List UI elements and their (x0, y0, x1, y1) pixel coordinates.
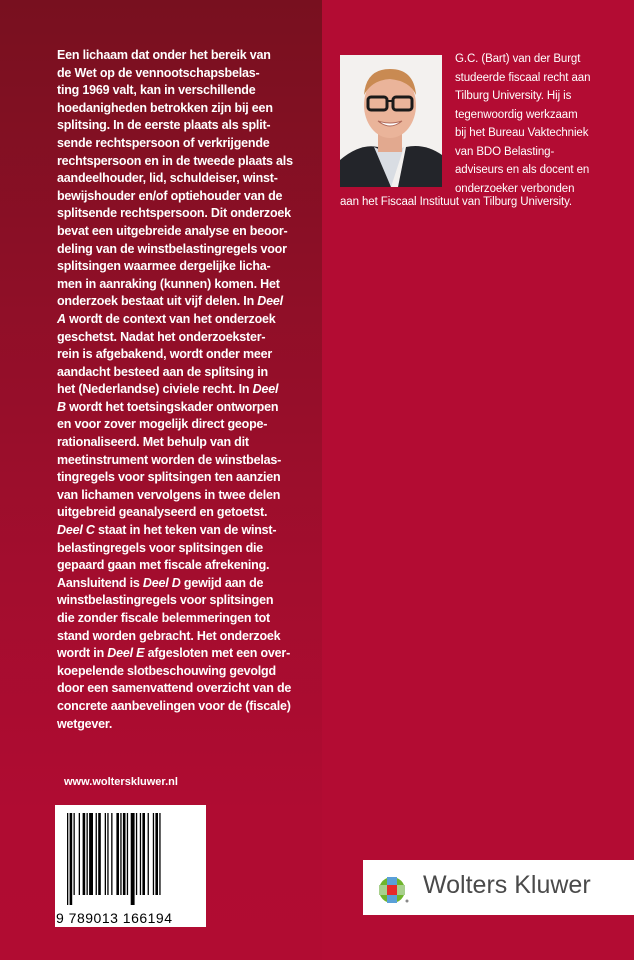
barcode-bar (96, 813, 97, 895)
blurb-line (57, 135, 332, 153)
blurb-segment: stand worden gebracht. Het onderzoek (57, 628, 281, 643)
barcode-bar (127, 813, 128, 895)
blurb-line (57, 100, 332, 118)
blurb-line (57, 645, 332, 663)
blurb-line (57, 47, 332, 65)
blurb-segment: wordt het toetsingskader ontworpen (65, 399, 279, 414)
blurb-segment: splitsing. In de eerste plaats als split- (57, 118, 271, 133)
bio-line: adviseurs en als docent en (455, 164, 590, 176)
blurb-line (57, 575, 332, 593)
blurb-line (57, 540, 332, 558)
blurb-segment: splitsende rechtspersoon. Dit onderzoek (57, 206, 291, 221)
blurb-line (57, 452, 332, 470)
blurb-segment: splitsingen waarmee dergelijke licha- (57, 259, 271, 274)
blurb-segment: wetgever. (57, 716, 113, 731)
blurb-line (57, 346, 332, 364)
blurb-line (57, 223, 332, 241)
blurb-line (57, 241, 332, 259)
blurb-segment: ting 1969 valt, kan in verschillende (57, 83, 256, 98)
blurb-segment: koepelende slotbeschouwing gevolgd (57, 663, 276, 678)
blurb-segment: deling van de winstbelastingregels voor (57, 241, 287, 256)
barcode-bar (87, 813, 88, 895)
barcode-bar (83, 813, 86, 895)
blurb-italic-segment: Deel C (57, 523, 95, 538)
blurb-line (57, 276, 332, 294)
blurb-text (57, 47, 332, 733)
author-photo (340, 55, 442, 187)
bio-line: G.C. (Bart) van der Burgt (455, 53, 581, 65)
blurb-line (57, 311, 332, 329)
blurb-segment: gewijd aan de (180, 575, 264, 590)
blurb-segment: tingregels voor splitsingen ten aanzien (57, 470, 281, 485)
blurb-segment: het (Nederlandse) civiele recht. In (57, 382, 253, 397)
blurb-line (57, 698, 332, 716)
blurb-italic-segment: Deel (257, 294, 283, 309)
barcode-bar (67, 813, 68, 905)
blurb-segment: wordt in (57, 646, 108, 661)
blurb-segment: aandacht besteed aan de splitsing in (57, 364, 268, 379)
blurb-line (57, 557, 332, 575)
blurb-segment: meetinstrument worden de winstbelas- (57, 452, 282, 467)
blurb-line (57, 82, 332, 100)
blurb-segment: winstbelastingregels voor splitsingen (57, 593, 274, 608)
barcode-digits: 9 789013 166194 (56, 910, 173, 926)
blurb-segment: die zonder fiscale belemmeringen tot (57, 611, 270, 625)
barcode-bar (98, 813, 101, 895)
blurb-segment: en voor zover mogelijk direct geope- (57, 417, 268, 432)
barcode-bar (70, 813, 73, 905)
barcode-bar (140, 813, 141, 895)
barcode-bar (131, 813, 135, 905)
barcode-bar (155, 813, 158, 895)
blurb-segment: men in aanraking (kunnen) komen. Het (57, 276, 280, 291)
blurb-segment: bewijshouder en/of optiehouder van de (57, 188, 283, 203)
blurb-line (57, 487, 332, 505)
bio-line: studeerde fiscaal recht aan (455, 71, 591, 84)
barcode-bar (136, 813, 137, 895)
barcode-bar (148, 813, 149, 895)
wolters-kluwer-logo-icon (378, 876, 410, 904)
blurb-segment: Een lichaam dat onder het bereik van (57, 48, 271, 62)
blurb-line (57, 522, 332, 540)
blurb-segment: onderzoek bestaat uit vijf delen. In (57, 294, 258, 309)
blurb-segment: concrete aanbevelingen voor de (fiscale) (57, 698, 291, 713)
author-bio (455, 50, 590, 198)
isbn-barcode (55, 805, 206, 927)
bio-line: van BDO Belasting- (455, 145, 555, 158)
barcode-bar (120, 813, 121, 895)
blurb-line (57, 329, 332, 347)
bio-line: Tilburg University. Hij is (455, 90, 572, 102)
barcode-bar (123, 813, 126, 895)
barcode-bar (116, 813, 119, 895)
barcode-bar (107, 813, 108, 895)
blurb-line (57, 188, 332, 206)
blurb-segment: hoedanigheden betrokken zijn bij een (57, 100, 273, 115)
blurb-segment: rechtspersoon en in de tweede plaats als (57, 153, 293, 168)
barcode-bar (89, 813, 93, 895)
blurb-segment: door een samenvattend overzicht van de (57, 681, 292, 696)
blurb-line (57, 117, 332, 135)
blurb-line (57, 680, 332, 698)
barcode-bars (67, 813, 195, 905)
blurb-segment: bevat een uitgebreide analyse en beoor- (57, 223, 288, 238)
author-bio-last-line: aan het Fiscaal Instituut van Tilburg University. (340, 196, 573, 208)
blurb-line (57, 364, 332, 382)
publisher-logo (363, 860, 634, 915)
blurb-line (57, 258, 332, 276)
blurb-segment: de Wet op de vennootschapsbelas- (57, 65, 260, 80)
blurb-line (57, 592, 332, 610)
blurb-segment: aandeelhouder, lid, schuldeiser, winst- (57, 171, 278, 186)
blurb-italic-segment: Deel E (107, 646, 145, 661)
blurb-line (57, 399, 332, 417)
blurb-italic-segment: A (57, 311, 66, 326)
blurb-line (57, 469, 332, 487)
blurb-segment: sende rechtspersoon of verkrijgende (57, 135, 270, 150)
blurb-segment: rein is afgebakend, wordt onder meer (57, 347, 273, 362)
barcode-bar (142, 813, 145, 895)
blurb-italic-segment: Deel D (142, 575, 181, 590)
blurb-segment: belastingregels voor splitsingen die (57, 540, 264, 555)
blurb-italic-segment: B (57, 399, 66, 414)
bio-line: tegenwoordig werkzaam (455, 108, 578, 121)
barcode-bar (105, 813, 106, 895)
blurb-segment: gepaard gaan met fiscale afrekening. (57, 558, 270, 573)
blurb-segment: Aansluitend is (57, 575, 143, 590)
blurb-line (57, 170, 332, 188)
blurb-line (57, 293, 332, 311)
barcode-bar (79, 813, 80, 895)
blurb-segment: van lichamen vervolgens in twee delen (57, 487, 281, 502)
blurb-line (57, 153, 332, 171)
bio-line: onderzoeker verbonden (455, 182, 575, 195)
blurb-segment: staat in het teken van de winst- (94, 523, 277, 538)
publisher-name: Wolters Kluwer (423, 871, 591, 899)
barcode-bar (111, 813, 112, 895)
blurb-line (57, 65, 332, 83)
barcode-bar (74, 813, 75, 895)
blurb-segment: geschetst. Nadat het onderzoekster- (57, 329, 266, 344)
blurb-line (57, 416, 332, 434)
blurb-segment: wordt de context van het onderzoek (65, 311, 276, 326)
blurb-line (57, 205, 332, 223)
blurb-line (57, 434, 332, 452)
blurb-italic-segment: Deel (252, 382, 279, 397)
blurb-line (57, 610, 332, 628)
publisher-url[interactable]: www.wolterskluwer.nl (64, 776, 178, 788)
blurb-line (57, 716, 332, 734)
barcode-bar (159, 813, 160, 895)
bio-line: bij het Bureau Vaktechniek (455, 127, 589, 139)
blurb-segment: uitgebreid geanalyseerd en getoetst. (57, 505, 268, 520)
blurb-line (57, 663, 332, 681)
blurb-segment: rationaliseerd. Met behulp van dit (57, 435, 249, 450)
blurb-line (57, 381, 332, 399)
blurb-line (57, 504, 332, 522)
blurb-segment: afgesloten met een over- (144, 646, 291, 661)
blurb-line (57, 628, 332, 646)
barcode-bar (153, 813, 154, 895)
